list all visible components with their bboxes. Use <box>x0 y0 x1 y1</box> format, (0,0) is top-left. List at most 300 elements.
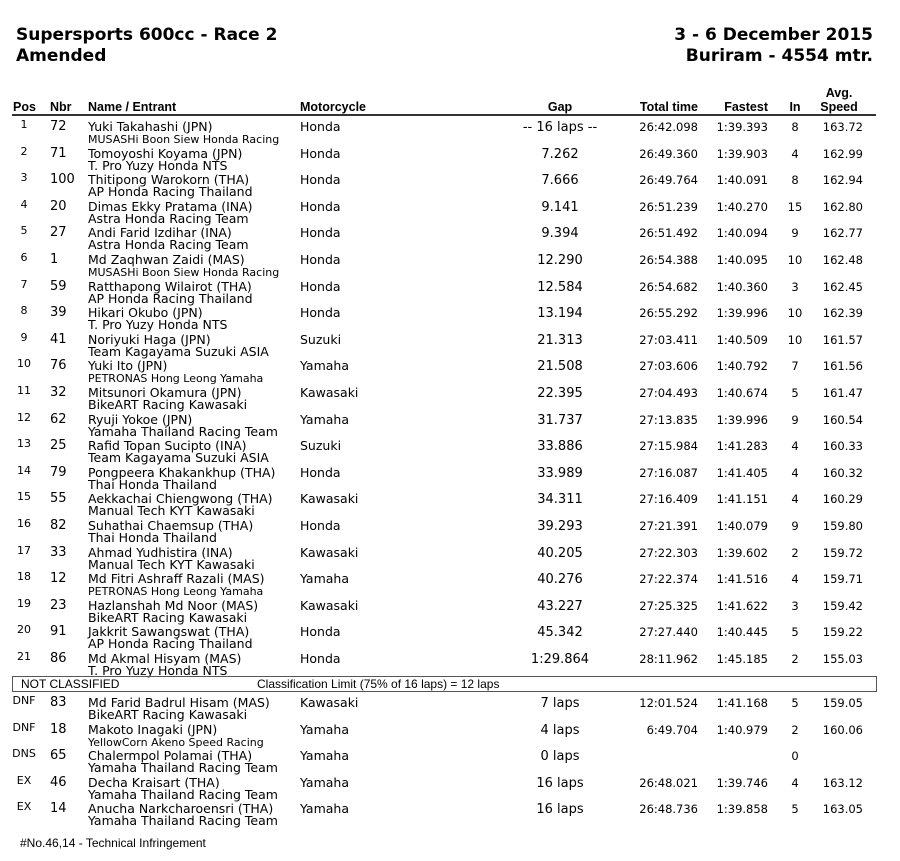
col-in: In <box>789 100 801 114</box>
avg-speed-cell: 163.12 <box>822 775 863 790</box>
position-cell: EX <box>16 800 32 814</box>
gap-cell: 9.141 <box>541 199 579 215</box>
avg-speed-cell: 162.80 <box>822 199 863 214</box>
rider-name-cell: Ryuji Yokoe (JPN) <box>88 411 193 427</box>
motorcycle-cell: Yamaha <box>300 774 349 790</box>
entrant-team-cell: BikeART Racing Kawasaki <box>88 707 248 722</box>
rider-name-cell: Decha Kraisart (THA) <box>88 774 220 790</box>
motorcycle-cell: Yamaha <box>300 801 349 817</box>
result-row <box>0 435 900 466</box>
result-row <box>0 462 900 492</box>
total-time-cell: 26:51.492 <box>639 226 698 241</box>
gap-cell: 22.395 <box>537 386 583 401</box>
fastest-lap-cell: 1:40.360 <box>716 279 768 294</box>
fastest-lap-cell: 1:40.079 <box>716 519 768 533</box>
fastest-lap-number-cell: 4 <box>791 775 799 790</box>
entrant-team-cell: T. Pro Yuzy Honda NTS <box>88 663 228 678</box>
position-cell: EX <box>16 773 32 787</box>
fastest-lap-cell: 1:41.283 <box>716 439 768 454</box>
col-name: Name / Entrant <box>88 100 177 114</box>
rider-number-cell: 59 <box>50 278 67 294</box>
rider-number-cell: 71 <box>50 145 67 161</box>
col-gap: Gap <box>547 100 573 114</box>
rider-number-cell: 83 <box>50 695 67 710</box>
rider-name-cell: Yuki Takahashi (JPN) <box>88 119 213 134</box>
gap-cell: 9.394 <box>541 226 579 242</box>
entrant-team-cell: Yamaha Thailand Racing Team <box>88 423 278 439</box>
amended-label: Amended <box>16 46 107 66</box>
fastest-lap-number-cell: 2 <box>791 722 799 737</box>
position-cell: 17 <box>17 543 31 557</box>
fastest-lap-cell: 1:41.151 <box>716 492 768 507</box>
position-cell: 16 <box>17 517 31 530</box>
total-time-cell: 26:54.388 <box>639 253 698 267</box>
position-cell: 3 <box>20 171 28 185</box>
rider-number-cell: 72 <box>50 119 67 134</box>
motorcycle-cell: Honda <box>300 278 341 294</box>
gap-cell: 45.342 <box>537 625 583 641</box>
motorcycle-cell: Yamaha <box>300 358 349 374</box>
fastest-lap-cell: 1:40.094 <box>716 226 768 241</box>
avg-speed-cell: 160.32 <box>822 465 863 480</box>
total-time-cell: 27:16.087 <box>639 465 698 480</box>
position-cell: 10 <box>17 357 31 371</box>
entrant-team-cell: Astra Honda Racing Team <box>88 210 249 226</box>
gap-cell: 13.194 <box>537 306 583 322</box>
total-time-cell: 27:03.606 <box>639 359 698 374</box>
position-cell: 6 <box>20 251 28 264</box>
total-time-cell: 27:21.391 <box>639 519 698 533</box>
rider-name-cell: Ratthapong Wilairot (THA) <box>88 278 252 294</box>
fastest-lap-number-cell: 5 <box>791 802 799 817</box>
gap-cell: 21.508 <box>537 359 583 375</box>
result-row <box>0 542 900 572</box>
motorcycle-cell: Honda <box>300 624 341 640</box>
result-row <box>0 745 900 776</box>
rider-number-cell: 20 <box>50 198 67 214</box>
rider-name-cell: Anucha Narkcharoensri (THA) <box>88 801 274 817</box>
gap-cell: 0 laps <box>540 749 580 765</box>
gap-cell: 7.262 <box>541 146 579 162</box>
event-dates: 3 - 6 December 2015 <box>674 25 873 45</box>
fastest-lap-number-cell: 4 <box>791 492 799 507</box>
motorcycle-cell: Yamaha <box>300 721 349 737</box>
fastest-lap-number-cell: 5 <box>791 386 799 400</box>
fastest-lap-cell: 1:40.270 <box>716 199 768 214</box>
avg-speed-cell: 160.54 <box>822 412 863 427</box>
position-cell: 9 <box>20 330 28 344</box>
fastest-lap-number-cell: 3 <box>791 598 799 613</box>
rider-name-cell: Mitsunori Okamura (JPN) <box>88 385 242 400</box>
fastest-lap-number-cell: 4 <box>791 146 799 161</box>
motorcycle-cell: Kawasaki <box>300 544 359 560</box>
rider-name-cell: Chalermpol Polamai (THA) <box>88 748 253 764</box>
venue-length: Buriram - 4554 mtr. <box>685 46 873 66</box>
avg-speed-cell: 159.71 <box>822 572 863 587</box>
result-row <box>0 329 900 359</box>
race-title: Supersports 600cc - Race 2 <box>16 25 278 45</box>
avg-speed-cell: 159.42 <box>822 598 863 613</box>
avg-speed-cell: 160.06 <box>822 722 863 737</box>
total-time-cell: 27:03.411 <box>639 332 698 347</box>
motorcycle-cell: Honda <box>300 145 341 161</box>
col-pos: Pos <box>13 100 36 114</box>
fastest-lap-cell: 1:39.996 <box>716 412 768 427</box>
total-time-cell: 28:11.962 <box>639 652 698 666</box>
result-row <box>0 692 900 722</box>
total-time-cell: 27:16.409 <box>639 492 698 507</box>
fastest-lap-number-cell: 8 <box>791 173 799 188</box>
entrant-team-cell: Thai Honda Thailand <box>88 530 217 545</box>
total-time-cell: 27:15.984 <box>639 439 698 454</box>
fastest-lap-cell: 1:39.602 <box>716 545 768 560</box>
entrant-team-cell: Astra Honda Racing Team <box>88 237 249 253</box>
avg-speed-cell: 160.29 <box>822 492 863 507</box>
fastest-lap-cell: 1:40.095 <box>716 253 768 267</box>
total-time-cell: 26:51.239 <box>639 199 698 214</box>
rider-number-cell: 14 <box>50 801 67 817</box>
position-cell: 7 <box>20 277 28 291</box>
fastest-lap-cell: 1:40.792 <box>716 359 768 374</box>
rider-name-cell: Dimas Ekky Pratama (INA) <box>88 198 253 214</box>
gap-cell: 16 laps <box>536 802 584 818</box>
fastest-lap-number-cell: 4 <box>791 439 799 454</box>
total-time-cell: 26:54.682 <box>639 279 698 294</box>
gap-cell: 12.584 <box>537 279 583 295</box>
motorcycle-cell: Yamaha <box>300 571 349 587</box>
entrant-team-cell: T. Pro Yuzy Honda NTS <box>88 157 228 173</box>
fastest-lap-number-cell: 10 <box>787 332 803 347</box>
result-row <box>0 515 900 545</box>
position-cell: 21 <box>17 650 31 663</box>
avg-speed-cell: 155.03 <box>822 652 863 666</box>
motorcycle-cell: Yamaha <box>300 748 349 764</box>
motorcycle-cell: Kawasaki <box>300 491 359 507</box>
gap-cell: 1:29.864 <box>530 652 590 667</box>
avg-speed-cell: 163.72 <box>822 120 863 134</box>
fastest-lap-cell: 1:39.903 <box>716 146 768 161</box>
gap-cell: 7.666 <box>541 173 579 189</box>
fastest-lap-cell: 1:41.622 <box>716 598 768 613</box>
rider-number-cell: 32 <box>50 385 67 400</box>
avg-speed-cell: 163.05 <box>822 802 863 817</box>
fastest-lap-cell: 1:41.516 <box>716 572 768 587</box>
rider-name-cell: Noriyuki Haga (JPN) <box>88 331 211 347</box>
result-row <box>0 302 900 333</box>
avg-speed-cell: 159.80 <box>822 519 863 533</box>
rider-name-cell: Md Zaqhwan Zaidi (MAS) <box>88 252 245 267</box>
rider-name-cell: Md Farid Badrul Hisam (MAS) <box>88 695 270 710</box>
position-cell: 2 <box>20 144 28 158</box>
entrant-team-cell: Manual Tech KYT Kawasaki <box>88 503 255 519</box>
fastest-lap-number-cell: 0 <box>791 749 799 764</box>
rider-number-cell: 33 <box>50 544 67 560</box>
entrant-team-cell: Yamaha Thailand Racing Team <box>88 786 278 802</box>
rider-name-cell: Ahmad Yudhistira (INA) <box>88 544 233 560</box>
position-cell: DNS <box>12 747 36 761</box>
fastest-lap-cell: 1:39.393 <box>716 120 768 134</box>
result-row <box>0 595 900 625</box>
motorcycle-cell: Kawasaki <box>300 597 359 613</box>
position-cell: 18 <box>17 570 31 584</box>
rider-number-cell: 39 <box>50 305 67 321</box>
rider-name-cell: Thitipong Warokorn (THA) <box>88 172 250 188</box>
position-cell: 20 <box>17 623 31 637</box>
footnote: #No.46,14 - Technical Infringement <box>20 836 206 850</box>
result-row <box>0 568 900 599</box>
entrant-team-cell: AP Honda Racing Thailand <box>88 290 253 306</box>
not-classified-label: NOT CLASSIFIED <box>21 677 120 691</box>
fastest-lap-cell: 1:39.858 <box>716 802 768 817</box>
rider-number-cell: 41 <box>50 331 67 347</box>
avg-speed-cell: 160.33 <box>822 439 863 454</box>
rider-name-cell: Hazlanshah Md Noor (MAS) <box>88 597 259 613</box>
gap-cell: 21.313 <box>537 332 583 348</box>
rider-number-cell: 46 <box>50 774 67 790</box>
fastest-lap-number-cell: 15 <box>787 199 803 214</box>
fastest-lap-number-cell: 8 <box>791 120 799 134</box>
rider-number-cell: 1 <box>50 252 59 267</box>
avg-speed-cell: 162.39 <box>822 306 863 321</box>
gap-cell: 16 laps <box>536 775 584 791</box>
rider-name-cell: Andi Farid Izdihar (INA) <box>88 225 232 241</box>
rider-name-cell: Pongpeera Khakankhup (THA) <box>88 464 276 480</box>
entrant-team-cell: Yamaha Thailand Racing Team <box>88 760 278 776</box>
avg-speed-cell: 162.48 <box>822 253 863 267</box>
result-row <box>0 276 900 306</box>
fastest-lap-cell: 1:45.185 <box>716 652 768 666</box>
rider-number-cell: 86 <box>50 651 67 666</box>
motorcycle-cell: Honda <box>300 305 341 321</box>
total-time-cell: 26:48.736 <box>639 802 698 817</box>
fastest-lap-cell: 1:41.168 <box>716 696 768 710</box>
position-cell: 14 <box>17 463 31 477</box>
fastest-lap-number-cell: 3 <box>791 279 799 294</box>
position-cell: 13 <box>17 437 31 451</box>
fastest-lap-number-cell: 2 <box>791 652 799 666</box>
entrant-team-cell: BikeART Racing Kawasaki <box>88 397 248 412</box>
avg-speed-cell: 161.47 <box>822 386 863 400</box>
fastest-lap-number-cell: 10 <box>787 306 803 321</box>
avg-speed-cell: 159.05 <box>822 696 863 710</box>
total-time-cell: 26:48.021 <box>639 775 698 790</box>
fastest-lap-number-cell: 9 <box>791 519 799 533</box>
col-avg-label: Avg. <box>825 86 853 100</box>
fastest-lap-cell: 1:41.405 <box>716 465 768 480</box>
entrant-team-cell: YellowCorn Akeno Speed Racing <box>88 735 264 749</box>
rider-number-cell: 76 <box>50 358 67 374</box>
rider-number-cell: 62 <box>50 411 67 427</box>
fastest-lap-number-cell: 9 <box>791 226 799 241</box>
gap-cell: 39.293 <box>537 519 583 534</box>
rider-number-cell: 12 <box>50 571 67 587</box>
rider-name-cell: Md Fitri Ashraff Razali (MAS) <box>88 571 265 587</box>
fastest-lap-number-cell: 5 <box>791 625 799 640</box>
col-total-time: Total time <box>639 100 698 114</box>
result-row <box>0 488 900 519</box>
total-time-cell: 26:49.360 <box>639 146 698 161</box>
position-cell: DNF <box>12 694 36 707</box>
gap-cell: 33.886 <box>537 439 583 455</box>
motorcycle-cell: Kawasaki <box>300 695 359 710</box>
motorcycle-cell: Honda <box>300 252 341 267</box>
gap-cell: 4 laps <box>540 722 580 738</box>
fastest-lap-number-cell: 4 <box>791 465 799 480</box>
position-cell: 4 <box>20 197 28 211</box>
fastest-lap-cell: 1:40.091 <box>716 173 768 188</box>
avg-speed-cell: 162.77 <box>822 226 863 241</box>
result-row <box>0 143 900 173</box>
entrant-team-cell: T. Pro Yuzy Honda NTS <box>88 317 228 333</box>
rider-name-cell: Makoto Inagaki (JPN) <box>88 721 218 737</box>
result-row <box>0 648 900 678</box>
position-cell: DNF <box>12 720 36 734</box>
rider-number-cell: 25 <box>50 438 67 454</box>
rider-number-cell: 79 <box>50 464 67 480</box>
entrant-team-cell: Team Kagayama Suzuki ASIA <box>88 343 269 359</box>
motorcycle-cell: Yamaha <box>300 411 349 427</box>
result-row <box>0 222 900 253</box>
motorcycle-cell: Honda <box>300 198 341 214</box>
fastest-lap-cell: 1:39.996 <box>716 306 768 321</box>
result-row <box>0 116 900 146</box>
total-time-cell: 6:49.704 <box>646 722 698 737</box>
entrant-team-cell: Thai Honda Thailand <box>88 476 217 492</box>
fastest-lap-number-cell: 9 <box>791 412 799 427</box>
rider-name-cell: Md Akmal Hisyam (MAS) <box>88 651 242 666</box>
result-row <box>0 409 900 439</box>
motorcycle-cell: Honda <box>300 651 341 666</box>
position-cell: 15 <box>17 490 31 504</box>
total-time-cell: 27:25.325 <box>639 598 698 613</box>
avg-speed-cell: 161.57 <box>822 332 863 347</box>
motorcycle-cell: Honda <box>300 119 341 134</box>
col-nbr: Nbr <box>50 100 72 114</box>
rider-number-cell: 91 <box>50 624 67 640</box>
fastest-lap-cell: 1:39.746 <box>716 775 768 790</box>
rider-name-cell: Jakkrit Sawangswat (THA) <box>88 624 250 640</box>
entrant-team-cell: AP Honda Racing Thailand <box>88 636 253 652</box>
entrant-team-cell: MUSASHi Boon Siew Honda Racing <box>88 133 280 146</box>
motorcycle-cell: Honda <box>300 172 341 188</box>
position-cell: 11 <box>17 384 31 397</box>
motorcycle-cell: Suzuki <box>300 438 342 454</box>
rider-number-cell: 23 <box>50 597 67 613</box>
result-row <box>0 355 900 386</box>
position-cell: 1 <box>20 118 28 131</box>
gap-cell: 33.989 <box>537 465 583 481</box>
entrant-team-cell: AP Honda Racing Thailand <box>88 184 253 200</box>
fastest-lap-number-cell: 10 <box>787 253 803 267</box>
rider-number-cell: 55 <box>50 491 67 507</box>
motorcycle-cell: Honda <box>300 225 341 241</box>
gap-cell: 7 laps <box>540 696 580 711</box>
entrant-team-cell: MUSASHi Boon Siew Honda Racing <box>88 266 280 279</box>
total-time-cell: 27:13.835 <box>639 412 698 427</box>
total-time-cell: 27:22.303 <box>639 545 698 560</box>
motorcycle-cell: Kawasaki <box>300 385 359 400</box>
result-row <box>0 196 900 226</box>
gap-cell: 12.290 <box>537 253 583 268</box>
total-time-cell: 26:42.098 <box>639 120 698 134</box>
fastest-lap-cell: 1:40.674 <box>716 386 768 400</box>
result-row <box>0 621 900 652</box>
rider-name-cell: Hikari Okubo (JPN) <box>88 305 203 321</box>
classification-limit: Classification Limit (75% of 16 laps) = 12 laps <box>257 677 500 691</box>
fastest-lap-cell: 1:40.445 <box>716 625 768 640</box>
rider-number-cell: 18 <box>50 721 67 737</box>
motorcycle-cell: Honda <box>300 518 341 533</box>
result-row <box>0 772 900 802</box>
position-cell: 5 <box>20 224 28 238</box>
entrant-team-cell: PETRONAS Hong Leong Yamaha <box>88 372 264 386</box>
entrant-team-cell: Yamaha Thailand Racing Team <box>88 813 278 829</box>
fastest-lap-number-cell: 5 <box>791 696 799 710</box>
gap-cell: 40.276 <box>537 572 583 588</box>
gap-cell: -- 16 laps -- <box>522 120 598 135</box>
fastest-lap-number-cell: 2 <box>791 545 799 560</box>
entrant-team-cell: Team Kagayama Suzuki ASIA <box>88 450 269 466</box>
total-time-cell: 27:27.440 <box>639 625 698 640</box>
total-time-cell: 27:04.493 <box>639 386 698 400</box>
result-row <box>0 382 900 412</box>
entrant-team-cell: Manual Tech KYT Kawasaki <box>88 556 255 572</box>
gap-cell: 43.227 <box>537 598 583 614</box>
rider-number-cell: 100 <box>50 172 75 188</box>
avg-speed-cell: 162.94 <box>822 173 863 188</box>
fastest-lap-number-cell: 4 <box>791 572 799 587</box>
gap-cell: 34.311 <box>537 492 583 508</box>
position-cell: 12 <box>17 410 31 424</box>
gap-cell: 31.737 <box>537 412 583 428</box>
fastest-lap-number-cell: 7 <box>791 359 799 374</box>
position-cell: 8 <box>20 304 28 318</box>
avg-speed-cell: 162.99 <box>822 146 863 161</box>
col-speed: Speed <box>820 100 858 114</box>
rider-name-cell: Tomoyoshi Koyama (JPN) <box>88 145 243 161</box>
rider-name-cell: Yuki Ito (JPN) <box>88 358 168 374</box>
gap-cell: 40.205 <box>537 545 583 561</box>
fastest-lap-cell: 1:40.509 <box>716 332 768 347</box>
motorcycle-cell: Suzuki <box>300 331 342 347</box>
col-motorcycle: Motorcycle <box>300 100 366 114</box>
motorcycle-cell: Honda <box>300 464 341 480</box>
total-time-cell: 26:49.764 <box>639 173 698 188</box>
fastest-lap-cell: 1:40.979 <box>716 722 768 737</box>
rider-name-cell: Rafid Topan Sucipto (INA) <box>88 438 247 454</box>
rider-name-cell: Aekkachai Chiengwong (THA) <box>88 491 273 507</box>
result-row <box>0 249 900 279</box>
total-time-cell: 26:55.292 <box>639 306 698 321</box>
result-row <box>0 798 900 829</box>
col-fastest: Fastest <box>724 100 768 114</box>
entrant-team-cell: BikeART Racing Kawasaki <box>88 609 248 625</box>
not-classified-banner <box>12 676 877 692</box>
result-row <box>0 719 900 749</box>
rider-name-cell: Suhathai Chaemsup (THA) <box>88 518 254 533</box>
rider-number-cell: 65 <box>50 748 67 764</box>
result-row <box>0 169 900 200</box>
rider-number-cell: 27 <box>50 225 67 241</box>
avg-speed-cell: 159.22 <box>822 625 863 640</box>
avg-speed-cell: 159.72 <box>822 545 863 560</box>
position-cell: 19 <box>17 596 31 610</box>
total-time-cell: 27:22.374 <box>639 572 698 587</box>
rider-number-cell: 82 <box>50 518 67 533</box>
avg-speed-cell: 161.56 <box>822 359 863 374</box>
avg-speed-cell: 162.45 <box>822 279 863 294</box>
total-time-cell: 12:01.524 <box>639 696 698 710</box>
